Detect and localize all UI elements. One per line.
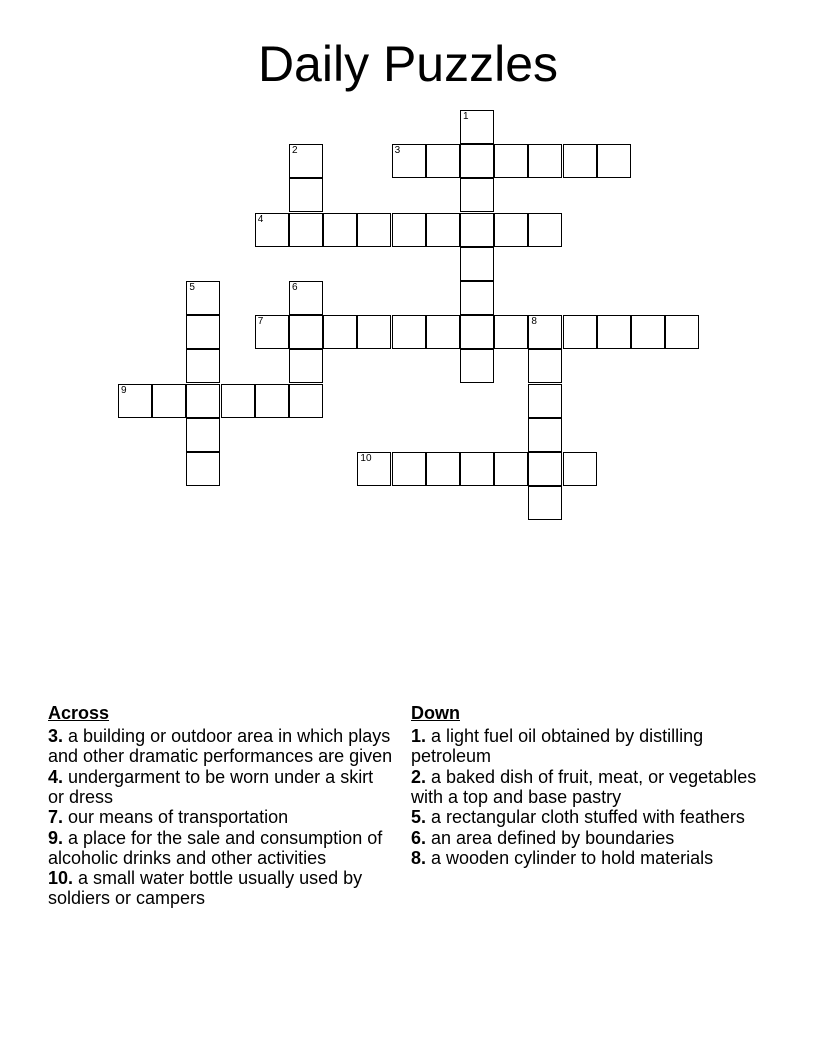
cell-number: 8: [531, 316, 537, 328]
crossword-cell[interactable]: [460, 349, 494, 383]
crossword-cell[interactable]: [563, 144, 597, 178]
clue-text: a light fuel oil obtained by distilling petroleum: [411, 726, 704, 766]
down-clue-5: [411, 807, 776, 827]
down-heading: Down: [411, 703, 460, 723]
crossword-cell[interactable]: [494, 213, 528, 247]
clue-number: 4.: [48, 766, 64, 787]
clue-number: 2.: [411, 766, 427, 787]
crossword-cell[interactable]: [357, 315, 391, 349]
clue-text: a small water bottle usually used by soldiers or campers: [48, 868, 363, 908]
crossword-cell[interactable]: [118, 384, 152, 418]
page-title: Daily Puzzles: [257, 36, 559, 92]
crossword-cell[interactable]: [528, 349, 562, 383]
across-heading: Across: [48, 703, 110, 723]
crossword-cell[interactable]: [289, 178, 323, 212]
crossword-cell[interactable]: [186, 452, 220, 486]
crossword-cell[interactable]: [392, 315, 426, 349]
down-clue-6: [411, 828, 776, 848]
crossword-cell[interactable]: [323, 315, 357, 349]
clue-number: 5.: [411, 807, 427, 827]
crossword-cell[interactable]: [494, 315, 528, 349]
crossword-cell[interactable]: [597, 315, 631, 349]
clue-text: a building or outdoor area in which plays and other dramatic performances are given: [48, 726, 393, 766]
crossword-cell[interactable]: [221, 384, 255, 418]
clue-number: 9.: [48, 827, 64, 848]
down-clue-2: [411, 767, 776, 807]
crossword-cell[interactable]: [426, 315, 460, 349]
crossword-cell[interactable]: [460, 213, 494, 247]
crossword-cell[interactable]: [323, 213, 357, 247]
down-clue-8: [411, 848, 776, 868]
clue-number: 1.: [411, 726, 427, 746]
clue-number: 7.: [48, 807, 64, 827]
across-clue-7: [48, 807, 393, 827]
crossword-cell[interactable]: [528, 418, 562, 452]
crossword-cell[interactable]: [563, 452, 597, 486]
crossword-cell[interactable]: [631, 315, 665, 349]
clue-text: an area defined by boundaries: [426, 827, 675, 848]
cell-number: 4: [257, 213, 264, 225]
down-clues: [411, 702, 776, 869]
clue-text: our means of transportation: [63, 807, 289, 827]
crossword-cell[interactable]: [494, 452, 528, 486]
crossword-cell[interactable]: [460, 110, 494, 144]
clue-text: a wooden cylinder to hold materials: [426, 848, 714, 868]
crossword-cell[interactable]: [357, 452, 391, 486]
crossword-cell[interactable]: [460, 315, 494, 349]
crossword-cell[interactable]: [357, 213, 391, 247]
crossword-cell[interactable]: [528, 315, 562, 349]
crossword-cell[interactable]: [392, 452, 426, 486]
crossword-cell[interactable]: [494, 144, 528, 178]
crossword-cell[interactable]: [186, 349, 220, 383]
crossword-cell[interactable]: [186, 384, 220, 418]
crossword-cell[interactable]: [255, 213, 289, 247]
crossword-cell[interactable]: [426, 452, 460, 486]
crossword-cell[interactable]: [289, 349, 323, 383]
crossword-cell[interactable]: [289, 384, 323, 418]
crossword-cell[interactable]: [289, 315, 323, 349]
crossword-cell[interactable]: [289, 281, 323, 315]
crossword-cell[interactable]: [152, 384, 186, 418]
crossword-cell[interactable]: [665, 315, 699, 349]
crossword-cell[interactable]: [528, 452, 562, 486]
crossword-cell[interactable]: [597, 144, 631, 178]
clue-number: 6.: [411, 827, 427, 848]
cell-number: 1: [463, 111, 469, 122]
clue-number: 10.: [48, 868, 74, 888]
across-clue-4: [48, 767, 393, 807]
across-clue-3: [48, 726, 393, 766]
cell-number: 6: [292, 282, 298, 293]
cell-number: 2: [292, 145, 298, 157]
across-clue-10: [48, 868, 393, 908]
crossword-cell[interactable]: [528, 213, 562, 247]
clue-text: a place for the sale and consumption of alcoholic drinks and other activities: [48, 827, 383, 868]
crossword-cell[interactable]: [255, 315, 289, 349]
crossword-cell[interactable]: [392, 213, 426, 247]
crossword-cell[interactable]: [460, 452, 494, 486]
crossword-cell[interactable]: [528, 486, 562, 520]
clue-number: 8.: [411, 848, 427, 868]
cell-number: 7: [257, 316, 264, 328]
cell-number: 5: [189, 282, 195, 293]
cell-number: 3: [394, 145, 401, 157]
crossword-cell[interactable]: [289, 213, 323, 247]
clue-text: a rectangular cloth stuffed with feathers: [426, 807, 745, 827]
crossword-cell[interactable]: [460, 178, 494, 212]
crossword-cell[interactable]: [460, 247, 494, 281]
crossword-cell[interactable]: [392, 144, 426, 178]
crossword-cell[interactable]: [528, 384, 562, 418]
crossword-cell[interactable]: [563, 315, 597, 349]
crossword-cell[interactable]: [426, 213, 460, 247]
crossword-cell[interactable]: [289, 144, 323, 178]
crossword-cell[interactable]: [460, 144, 494, 178]
clue-text: undergarment to be worn under a skirt or dress: [48, 766, 374, 807]
cell-number: 9: [121, 384, 127, 396]
crossword-cell[interactable]: [186, 281, 220, 315]
down-clue-1: [411, 726, 776, 766]
crossword-cell[interactable]: [255, 384, 289, 418]
clue-number: 3.: [48, 726, 64, 746]
crossword-cell[interactable]: [186, 315, 220, 349]
clue-text: a baked dish of fruit, meat, or vegetables with a top and base pastry: [411, 766, 757, 807]
across-clue-9: [48, 828, 393, 868]
across-clues: [48, 702, 393, 909]
crossword-cell[interactable]: [460, 281, 494, 315]
crossword-cell[interactable]: [426, 144, 460, 178]
cell-number: 10: [360, 453, 372, 464]
crossword-cell[interactable]: [186, 418, 220, 452]
crossword-cell[interactable]: [528, 144, 562, 178]
